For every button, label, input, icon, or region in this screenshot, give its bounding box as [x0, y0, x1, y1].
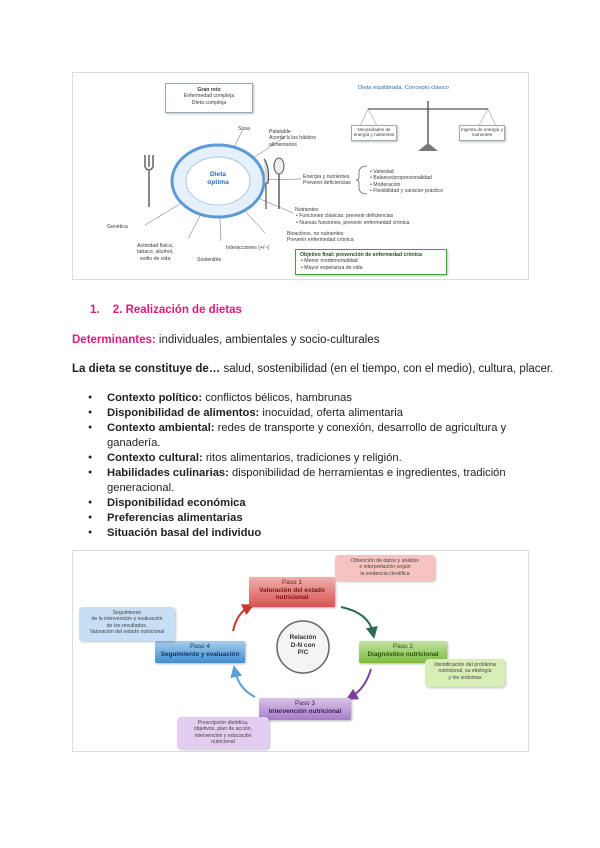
note-line: Prescripción dietética, [197, 720, 249, 726]
note-line: Obtención de datos y análisis [351, 558, 419, 564]
item-text: disponibilidad de herramientas e ingredientes, tradición generacional. [107, 466, 506, 494]
list-item [72, 391, 524, 406]
list-item [72, 496, 524, 511]
palatable-line: alimentarios [269, 141, 297, 148]
nutrition-process-figure [72, 550, 529, 752]
note-paso2 [425, 659, 505, 687]
constituye-line [72, 363, 553, 375]
concepto-title: Dieta equilibrada. Concepto clásico [358, 85, 449, 91]
gran-reto-title: Gran reto [197, 87, 221, 93]
gran-reto-box [165, 83, 253, 113]
list-item [72, 526, 524, 541]
note-line: de la intervención y evaluación [91, 616, 163, 623]
note-line: e interpretación según [359, 564, 411, 571]
list-item [72, 451, 524, 466]
paso2-line: Diagnóstico nutricional [367, 650, 439, 658]
center-line: P/C [297, 649, 309, 657]
note-line: Identificación del problema [434, 662, 496, 668]
paso3-line: Intervención nutricional [268, 707, 342, 715]
equilibrio-item: • Flexibilidad y carácter práctico [370, 188, 444, 195]
energia-line: Energía y nutrientes [303, 174, 350, 180]
bracket-icon [355, 165, 369, 195]
paso4-box [155, 641, 245, 663]
label-interacciones: Interacciones (+/−) [226, 245, 270, 251]
note-paso1 [335, 555, 435, 581]
item-bold: Disponibilidad económica [107, 496, 246, 509]
actividad-line: Actividad física, [137, 243, 174, 249]
actividad-line: estilo de vida [140, 255, 171, 262]
item-text: ritos alimentarios, tradiciones y religión. [202, 451, 402, 464]
paso1-title: Paso 1 [282, 579, 302, 586]
note-line: y los síntomas [448, 674, 482, 681]
label-bioactivos [287, 231, 354, 244]
label-sostenible: Sostenible [197, 257, 222, 263]
section-title: 2. Realización de dietas [112, 304, 242, 316]
center-line: Relación [289, 634, 317, 641]
label-sosa: Sosa [238, 126, 250, 132]
spoon-icon [273, 157, 285, 211]
paso4-line: Seguimiento y evaluación [160, 650, 240, 658]
center-line2: óptima [207, 179, 229, 186]
label-actividad [137, 243, 173, 262]
gran-reto-line2: Dieta compleja [191, 99, 227, 106]
equilibrio-item: • Balance/proporcionalidad [370, 175, 432, 182]
section-heading [90, 304, 242, 316]
note-line: de los resultados. [106, 622, 148, 629]
list-item [72, 421, 524, 450]
note-paso4 [79, 607, 175, 641]
note-line: la evidencia científica [360, 570, 410, 577]
paso1-line: nutricional [275, 594, 309, 602]
list-item [72, 466, 524, 495]
actividad-line: tabaco, alcohol, [137, 249, 174, 256]
paso1-line: Valoración del estado [259, 586, 325, 594]
equilibrio-item: • Moderación [370, 181, 401, 188]
equilibrio-item: • Variedad [370, 169, 394, 175]
item-bold: Disponibilidad de alimentos: [107, 407, 260, 420]
diet-diagram-figure [72, 72, 529, 280]
note-line: intervención y educación [194, 732, 252, 739]
list-item [72, 511, 524, 526]
item-bold: Contexto cultural: [107, 451, 203, 464]
note-line: objetivos, plan de acción, [193, 726, 253, 733]
list-item [72, 406, 524, 421]
fork-icon [143, 153, 155, 209]
label-palatable [269, 129, 316, 148]
bioactivos-line: Bioactivos, no nutrientes [287, 231, 344, 237]
note-line: Seguimiento [112, 610, 142, 616]
center-relacion [277, 634, 329, 657]
objetivo-item: • Menor morbimortalidad [301, 258, 358, 265]
note-line: Valoración del estado nutricional [89, 628, 165, 635]
label-nutrientes [295, 207, 409, 226]
equilibrio-list [369, 169, 443, 195]
palatable-line: Acorde a los hábitos [269, 135, 317, 142]
paso4-title: Paso 4 [190, 643, 210, 650]
palatable-line: Palatable [269, 129, 291, 135]
item-bold: Habilidades culinarias: [107, 466, 229, 479]
item-text: inocuidad, oferta alimentaria [259, 407, 403, 420]
objetivo-title: Objetivo final: prevención de enfermedad crónica [300, 252, 422, 258]
dieta-optima-label [193, 171, 243, 187]
factors-list [72, 391, 524, 541]
paso2-title: Paso 2 [393, 643, 413, 650]
item-bold: Contexto político: [107, 392, 203, 404]
item-bold: Situación basal del individuo [107, 526, 262, 539]
knife-icon [261, 157, 271, 211]
paso3-box [259, 698, 351, 720]
nutrientes-item: • Nuevas funciones, prevenir enfermedad crónica [296, 219, 410, 226]
nutrientes-title: Nutrientes [295, 207, 319, 213]
paso3-title: Paso 3 [295, 700, 315, 707]
note-paso3 [177, 717, 269, 749]
paso1-box [249, 577, 335, 607]
nutrientes-item: • Funciones clásicas: prevenir deficiencias [296, 213, 394, 220]
constituye-text: salud, sostenibilidad (en el tiempo, con el medio), cultura, placer. [220, 363, 554, 375]
energia-line: Prevenir deficiencias [303, 180, 351, 187]
label-genetica: Genética [107, 224, 128, 230]
center-line1: Dieta [209, 171, 227, 178]
balance-right-label: Ingesta de energía y nutrientes [459, 125, 505, 141]
constituye-label: La dieta se constituye de… [72, 363, 221, 375]
balance-left-label: Necesidades de energía y nutrientes [351, 125, 397, 141]
center-line: D-N con [290, 641, 316, 649]
note-line: nutricional [211, 738, 235, 745]
item-text: conflictos bélicos, hambrunas [202, 392, 352, 404]
bioactivos-line: Prevenir enfermedad crónica [287, 237, 354, 244]
section-number: 1. [90, 304, 100, 316]
gran-reto-line1: Enfermedad compleja [183, 93, 235, 100]
determinantes-text: individuales, ambientales y socio-culturales [155, 334, 380, 346]
item-text: redes de transporte y conexión, desarrollo de agricultura y ganadería. [107, 422, 507, 449]
note-line: nutricional, su etiología [438, 668, 492, 675]
item-bold: Contexto ambiental: [107, 422, 215, 435]
objetivo-item: • Mayor esperanza de vida [301, 264, 363, 271]
label-energia [303, 174, 351, 187]
determinantes-line [72, 334, 379, 346]
item-bold: Preferencias alimentarias [107, 511, 243, 524]
determinantes-label: Determinantes: [72, 334, 156, 346]
objetivo-final-box [295, 249, 447, 275]
